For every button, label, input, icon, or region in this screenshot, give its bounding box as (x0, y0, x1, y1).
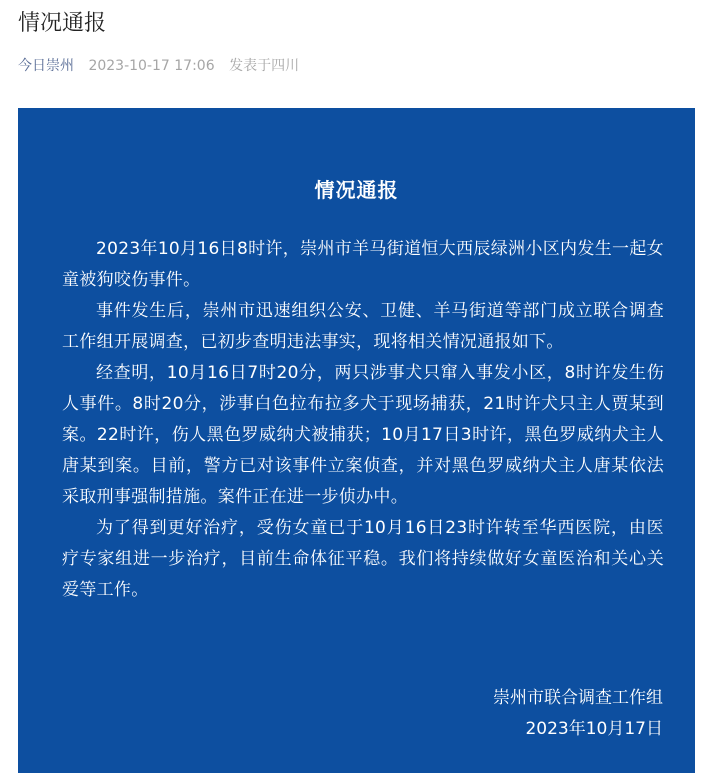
notice-heading: 情况通报 (314, 178, 399, 202)
notice-body (62, 234, 664, 606)
notice-paragraph: 经查明，10月16日7时20分，两只涉事犬只窜入事发小区，8时许发生伤人事件。8时20分，涉事白色拉布拉多犬于现场捕获，21时许犬只主人贾某到案。22时许，伤人黑色罗威纳犬被捕获；10月17日3时许，黑色罗威纳犬主人唐某到案。目前，警方已对该事件立案侦查，并对黑色罗威纳犬主人唐某依法采取刑事强制措施。案件正在进一步侦办中。 (62, 363, 664, 507)
notice-paragraph: 为了得到更好治疗，受伤女童已于10月16日23时许转至华西医院，由医疗专家组进一步治疗，目前生命体征平稳。我们将持续做好女童医治和关心关爱等工作。 (62, 518, 664, 600)
signature-organization: 崇州市联合调查工作组 (493, 688, 663, 708)
notice-paragraph: 事件发生后，崇州市迅速组织公安、卫健、羊马街道等部门成立联合调查工作组开展调查，已初步查明违法事实，现将相关情况通报如下。 (62, 301, 664, 352)
publish-datetime: 2023-10-17 17:06 (88, 58, 215, 74)
notice-paragraph: 2023年10月16日8时许，崇州市羊马街道恒大西辰绿洲小区内发生一起女童被狗咬伤事件。 (62, 239, 664, 290)
article-title: 情况通报 (18, 11, 107, 36)
notice-image (18, 108, 695, 773)
article-meta (18, 56, 299, 76)
signature-date: 2023年10月17日 (525, 719, 663, 739)
notice-signature (493, 683, 663, 745)
account-name-link[interactable]: 今日崇州 (18, 58, 74, 74)
publish-location: 发表于四川 (229, 58, 300, 74)
